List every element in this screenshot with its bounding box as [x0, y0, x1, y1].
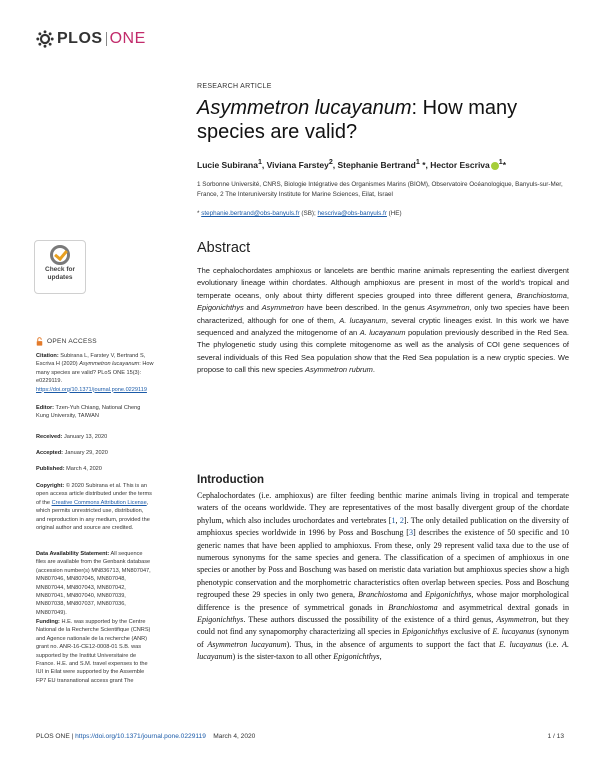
received-date: Received: January 13, 2020 — [36, 434, 108, 440]
check-for-updates-badge[interactable]: Check for updates — [34, 240, 86, 294]
corresponding-emails: * stephanie.bertrand@obs-banyuls.fr (SB); hescriva@obs-banyuls.fr (HE) — [197, 210, 402, 217]
accepted-date: Accepted: January 29, 2020 — [36, 450, 108, 456]
reference-link[interactable]: 1 — [391, 515, 396, 525]
email-link-sb[interactable]: stephanie.bertrand@obs-banyuls.fr — [201, 210, 300, 217]
funding-block: Funding: H.E. was supported by the Centre National de la Recherche Scientifique (CNRS) and Agence nationale de la recherche (ANR) grant no. ANR-16-CE12-0008-01 S.B. was supported by the Institut Universitaire de France. H.E. and S.M. travel expenses to the IUI in Eilat were supported by the Assemble FP7 EU transnational access grant The — [36, 619, 151, 684]
author-list: Lucie Subirana$^1$, Viviana Farstey$^2$, Stephanie Bertrand$^1$ *, Hector Escriva $^1$* — [197, 158, 507, 170]
cc-license-link[interactable]: Creative Commons Attribution License — [51, 499, 147, 506]
plos-logo-icon — [36, 30, 54, 48]
footer-citation: PLOS ONE | https://doi.org/10.1371/journal.pone.0229119 March 4, 2020 — [36, 733, 256, 740]
citation-doi-link[interactable]: https://doi.org/10.1371/journal.pone.0229119 — [36, 386, 147, 393]
introduction-text: Cephalochordates (i.e. amphioxus) are filter feeding benthic marine animals living in tropical and temperate waters of the oceans worldwide. They are representatives of the most basally divergent group of the chordate phylum, which also includes urochordates and vertebrates [1, 2]. The only detailed publication on the diversity of amphioxus species worldwide in 1996 by Poss and Boschung [3] describes the existence of 50 specific and 10 generic names that have been applied to amphioxus. From these, only 29 represent valid taxa due to the use of numerous synonyms for the same species and genera. The classification of a specimen of amphioxus in one species or another by Poss and Boschung was based on meristic data variation but amphioxus species show a high phenotypic conservation and the morphometric characteristics often overlap between species. Poss and Boschung regrouped these 29 species in only two genera, Branchiostoma and Epigonichthys, whose major morphological difference is the presence of symmetrical gonads in Branchiostoma and asymmetrical dextral gonads in Epigonichthys. These authors discussed the possibility of the existence of a third genus, Asymmetron, but they could not find any synapomorphy characterizing all species in Epigonichthys exclusive of E. lucayanus (synonym of Asymmetron lucayanum). Thus, in the absence of arguments to support the fact that E. lucayanus (i.e. A. lucayanum) is the sister-taxon to all other Epigonichthys, — [197, 491, 570, 662]
reference-link[interactable]: 3 — [408, 528, 414, 538]
page-footer — [36, 733, 564, 740]
open-lock-icon — [36, 337, 43, 346]
abstract-text: The cephalochordates amphioxus or lancelets are benthic marine animals representing the earliest divergent evolutionary lineage within chordates. Although amphioxus are present in most of the world's tropical and temperate oceans, only about thirty different species grouped into three different genera, Branchiostoma, Epigonichthys and Asymmetron have been described. In the genus Asymmetron, only two species have been characterized, although for one of them, A. lucayanum, several cryptic lineages exist. In this work we have sequenced and analyzed the mitogenome of an A. lucayanum population previously described in the Red Sea. The phylogenetic study using this complete mitogenome as well as the analysis of COI gene sequences of several individuals of this Red Sea population show that the Red Sea population is a new cryptic species. We propose to call this new species Asymmetron rubrum. — [197, 266, 569, 375]
plos-one-logo[interactable] — [36, 30, 146, 48]
abstract-heading: Abstract — [197, 240, 251, 256]
introduction-heading: Introduction — [197, 474, 265, 486]
footer-doi-link[interactable]: https://doi.org/10.1371/journal.pone.0229119 — [75, 733, 206, 740]
page-number: 1 / 13 — [547, 733, 564, 740]
affiliations: 1 Sorbonne Université, CNRS, Biologie Intégrative des Organismes Marins (BIOM), Observatoire Océanologique, Banyuls-sur-Mer, France, 2 The Interuniversity Institute for Marine Sciences, Eilat, Israel — [197, 181, 563, 198]
open-access-label: OPEN ACCESS — [36, 337, 97, 346]
copyright-block: Copyright: © 2020 Subirana et al. This is an open access article distributed under the terms of the Creative Commons Attribution License, which permits unrestricted use, distribution, and reproduction in any medium, provided the original author and source are credited. — [36, 483, 152, 532]
article-title: Asymmetron lucayanum: How many species are valid? — [197, 97, 518, 143]
reference-link[interactable]: 2 — [399, 515, 404, 525]
email-link-he[interactable]: hescriva@obs-banyuls.fr — [317, 210, 387, 217]
orcid-icon[interactable] — [491, 162, 499, 170]
logo-text: PLOS ONE — [57, 30, 146, 47]
data-availability-block: Data Availability Statement: All sequence files are available from the Genbank database (accession number(s) MN836713, MN807047, MN807046, MN807045, MN807048, MN807044, MN807043, MN807042, MN807041, MN807040, MN807039, MN807038, MN807037, MN807036, MN807049). — [36, 551, 151, 616]
editor-block: Editor: Tzen-Yuh Chiang, National Cheng Kung University, TAIWAN — [36, 405, 141, 420]
citation-block: Citation: Subirana L, Farstey V, Bertrand S, Escriva H (2020) Asymmetron lucayanum: How many species are valid? PLoS ONE 15(3): e0229119. https://doi.org/10.1371/journal.pone.0229119 — [36, 353, 154, 393]
check-updates-icon — [50, 245, 70, 265]
article-type: RESEARCH ARTICLE — [197, 83, 272, 90]
published-date: Published: March 4, 2020 — [36, 466, 102, 472]
